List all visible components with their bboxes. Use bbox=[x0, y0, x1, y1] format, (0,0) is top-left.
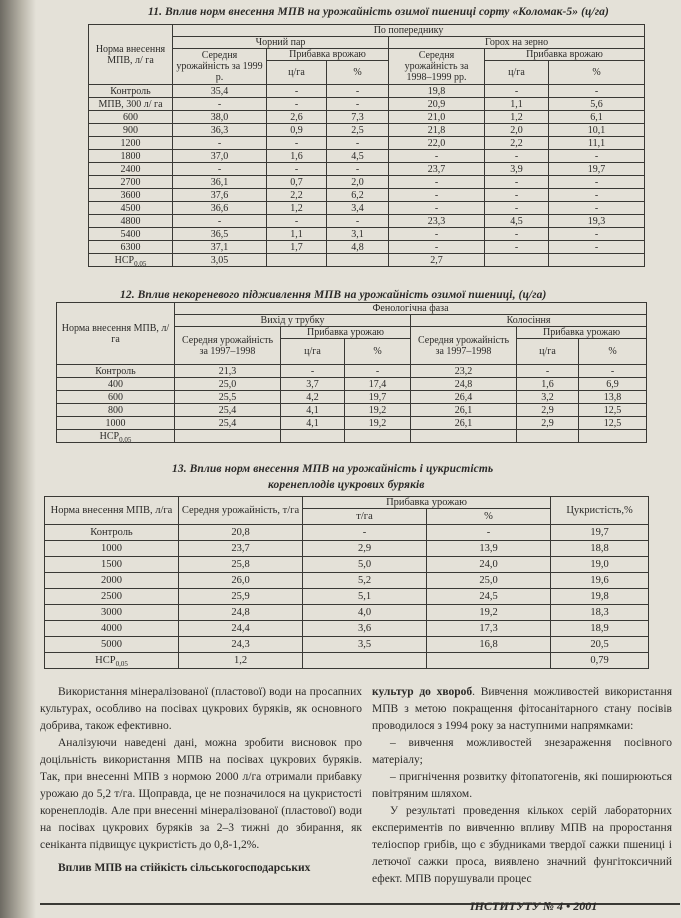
table-cell: 24,0 bbox=[427, 557, 551, 573]
table-cell: 1,6 bbox=[267, 150, 327, 163]
table-row bbox=[45, 525, 649, 541]
table-row bbox=[89, 176, 645, 189]
table-cell: - bbox=[327, 215, 389, 228]
table-cell: 2,6 bbox=[267, 111, 327, 124]
table-cell: 23,2 bbox=[411, 365, 517, 378]
header-avg-ear: Середня урожайність за 1997–1998 bbox=[411, 327, 517, 365]
table-cell: 4,0 bbox=[303, 605, 427, 621]
table-cell: 2000 bbox=[45, 573, 179, 589]
table-cell: 4,5 bbox=[327, 150, 389, 163]
table-cell: 12,5 bbox=[579, 404, 647, 417]
table-cell: 1,1 bbox=[267, 228, 327, 241]
table-cell: 26,1 bbox=[411, 417, 517, 430]
table-cell: - bbox=[549, 176, 645, 189]
table-cell: 5000 bbox=[45, 637, 179, 653]
table-cell: 19,2 bbox=[345, 404, 411, 417]
table-cell: - bbox=[485, 85, 549, 98]
table-cell: 3,1 bbox=[327, 228, 389, 241]
table-row bbox=[89, 150, 645, 163]
table-12-title: 12. Вплив некореневого підживлення МПВ на урожайність озимої пшениці, (ц/га) bbox=[120, 289, 547, 301]
header-increase: Прибавка урожаю bbox=[517, 327, 647, 339]
table-cell: 24,4 bbox=[179, 621, 303, 637]
table-cell: 37,6 bbox=[173, 189, 267, 202]
table-cell: 19,2 bbox=[345, 417, 411, 430]
table-cell: 4500 bbox=[89, 202, 173, 215]
list-item: – пригнічення розвитку фітопатогенів, які поширюються повітряним шляхом. bbox=[372, 771, 672, 800]
table-cell: 3,4 bbox=[327, 202, 389, 215]
table-cell: 23,7 bbox=[179, 541, 303, 557]
table-cell: 900 bbox=[89, 124, 173, 137]
table-cell: 25,4 bbox=[175, 404, 281, 417]
table-cell: 11,1 bbox=[549, 137, 645, 150]
hsr-value: 3,05 bbox=[173, 254, 267, 267]
table-cell: - bbox=[389, 241, 485, 254]
table-cell: 3000 bbox=[45, 605, 179, 621]
table-cell: - bbox=[549, 241, 645, 254]
table-cell: 6,9 bbox=[579, 378, 647, 391]
header-increase: Прибавка урожаю bbox=[281, 327, 411, 339]
table-row bbox=[45, 573, 649, 589]
table-row bbox=[45, 589, 649, 605]
table-cell: 18,8 bbox=[551, 541, 649, 557]
table-cell: 25,9 bbox=[179, 589, 303, 605]
table-11-title: 11. Вплив норм внесення МПВ на урожайність озимої пшениці сорту «Коломак-5» (ц/га) bbox=[148, 6, 609, 18]
table-cell: 1,7 bbox=[267, 241, 327, 254]
hsr-label: $НСР_{0,05}$ bbox=[45, 653, 179, 669]
table-row bbox=[45, 541, 649, 557]
table-cell: 37,0 bbox=[173, 150, 267, 163]
header-cha: ц/га bbox=[517, 339, 579, 365]
section-heading-continued: культур до хвороб bbox=[372, 686, 473, 698]
paragraph: . Вивчення можливостей використання МПВ з метою покращення фітосанітарного стану посівів проводилося з 1994 року за наступними напрямками: bbox=[372, 686, 672, 732]
table-cell: 2,0 bbox=[327, 176, 389, 189]
table-cell: - bbox=[303, 525, 427, 541]
header-cha: ц/га bbox=[267, 61, 327, 85]
table-cell: 26,0 bbox=[179, 573, 303, 589]
header-pct: % bbox=[579, 339, 647, 365]
table-cell: 4,1 bbox=[281, 417, 345, 430]
table-cell: - bbox=[485, 189, 549, 202]
header-increase-peas: Прибавка врожаю bbox=[485, 49, 645, 61]
header-norm: Норма внесення МПВ, л/га bbox=[45, 497, 179, 525]
header-tha: т/га bbox=[303, 509, 427, 525]
table-cell: 26,4 bbox=[411, 391, 517, 404]
table-cell: 25,8 bbox=[179, 557, 303, 573]
table-cell: 24,3 bbox=[179, 637, 303, 653]
table-cell: - bbox=[389, 228, 485, 241]
table-row bbox=[45, 557, 649, 573]
table-cell: 19,2 bbox=[427, 605, 551, 621]
table-cell: 4,2 bbox=[281, 391, 345, 404]
table-cell: - bbox=[549, 150, 645, 163]
table-cell: 5,0 bbox=[303, 557, 427, 573]
table-cell: 1,1 bbox=[485, 98, 549, 111]
table-cell: 24,5 bbox=[427, 589, 551, 605]
table-cell: МПВ, 300 л/ га bbox=[89, 98, 173, 111]
header-cha: ц/га bbox=[281, 339, 345, 365]
table-cell: 13,8 bbox=[579, 391, 647, 404]
table-row bbox=[57, 417, 647, 430]
table-cell: 36,6 bbox=[173, 202, 267, 215]
table-cell: - bbox=[517, 365, 579, 378]
table-row bbox=[89, 241, 645, 254]
table-cell: 6300 bbox=[89, 241, 173, 254]
table-cell: - bbox=[327, 98, 389, 111]
paragraph: Аналізуючи наведені дані, можна зробити висновок про доцільність використання МПВ на посівах цукрових буряків. Так, при внесенні МПВ з нормою 2000 л/га отримали прибавку урожаю до 5,2 т/га. Щоправда, це не позначилося на цукристості коренеплодів. Але при внесенні мінералізованої (пластової) води на посівах цукрових буряків за 2–3 тижні до збирання, як сеніканта підвищує цукристість до 0,8-1,2%. bbox=[40, 737, 362, 851]
table-13-title-line1: 13. Вплив норм внесення МПВ на урожайність і цукристість bbox=[172, 463, 494, 475]
left-text-column bbox=[40, 684, 362, 877]
table-cell: - bbox=[485, 228, 549, 241]
table-cell: 35,4 bbox=[173, 85, 267, 98]
header-peas: Горох на зерно bbox=[389, 37, 645, 49]
table-cell: 6,1 bbox=[549, 111, 645, 124]
table-cell: 4,5 bbox=[485, 215, 549, 228]
table-row bbox=[45, 605, 649, 621]
header-ear: Колосіння bbox=[411, 315, 647, 327]
header-tube: Вихід у трубку bbox=[175, 315, 411, 327]
header-pct: % bbox=[549, 61, 645, 85]
list-item: – вивчення можливостей знезараження посівного матеріалу; bbox=[372, 737, 672, 766]
section-heading: Вплив МПВ на стійкість сільськогосподарських bbox=[58, 862, 311, 874]
table-cell: 2,9 bbox=[517, 417, 579, 430]
table-cell: - bbox=[173, 98, 267, 111]
table-cell: 23,3 bbox=[389, 215, 485, 228]
table-cell: 600 bbox=[57, 391, 175, 404]
table-cell: 5,1 bbox=[303, 589, 427, 605]
table-cell: 36,5 bbox=[173, 228, 267, 241]
header-phase: Фенологічна фаза bbox=[175, 303, 647, 315]
table-row bbox=[89, 124, 645, 137]
table-cell: 3,2 bbox=[517, 391, 579, 404]
table-cell: 2700 bbox=[89, 176, 173, 189]
table-cell: - bbox=[549, 85, 645, 98]
table-cell: 2,2 bbox=[485, 137, 549, 150]
table-11 bbox=[88, 24, 645, 267]
table-cell: 1000 bbox=[45, 541, 179, 557]
table-cell: 1000 bbox=[57, 417, 175, 430]
right-text-column bbox=[372, 684, 672, 888]
table-cell: 25,5 bbox=[175, 391, 281, 404]
table-cell: 19,7 bbox=[345, 391, 411, 404]
table-row bbox=[89, 85, 645, 98]
table-cell: - bbox=[427, 525, 551, 541]
hsr-avg: 1,2 bbox=[179, 653, 303, 669]
table-row bbox=[45, 621, 649, 637]
table-cell: 24,8 bbox=[411, 378, 517, 391]
table-cell: 4,1 bbox=[281, 404, 345, 417]
table-row bbox=[45, 637, 649, 653]
table-cell: 600 bbox=[89, 111, 173, 124]
table-cell: Контроль bbox=[57, 365, 175, 378]
table-cell: 1,2 bbox=[267, 202, 327, 215]
header-cha: ц/га bbox=[485, 61, 549, 85]
table-cell: 800 bbox=[57, 404, 175, 417]
table-cell: - bbox=[173, 163, 267, 176]
table-cell: 18,9 bbox=[551, 621, 649, 637]
table-cell: 1500 bbox=[45, 557, 179, 573]
table-cell: - bbox=[267, 163, 327, 176]
table-cell: - bbox=[549, 202, 645, 215]
table-cell: 20,8 bbox=[179, 525, 303, 541]
table-cell: - bbox=[389, 189, 485, 202]
table-cell: 3,6 bbox=[303, 621, 427, 637]
table-cell: - bbox=[549, 189, 645, 202]
table-cell: - bbox=[579, 365, 647, 378]
table-cell: - bbox=[485, 202, 549, 215]
table-cell: 21,8 bbox=[389, 124, 485, 137]
table-cell: 19,3 bbox=[549, 215, 645, 228]
table-cell: - bbox=[267, 137, 327, 150]
table-cell: 21,0 bbox=[389, 111, 485, 124]
footer-issue: ІНСТИТУТУ № 4 • 2001 bbox=[470, 899, 598, 913]
table-cell: 1200 bbox=[89, 137, 173, 150]
table-cell: - bbox=[485, 150, 549, 163]
table-cell: 2500 bbox=[45, 589, 179, 605]
header-avg-tube: Середня урожайність за 1997–1998 bbox=[175, 327, 281, 365]
table-cell: 3,7 bbox=[281, 378, 345, 391]
table-cell: Контроль bbox=[45, 525, 179, 541]
table-cell: 21,3 bbox=[175, 365, 281, 378]
table-row bbox=[57, 391, 647, 404]
table-cell: 38,0 bbox=[173, 111, 267, 124]
table-cell: 22,0 bbox=[389, 137, 485, 150]
hsr-label: $НСР_{0,05}$ bbox=[89, 254, 173, 267]
table-cell: 4,8 bbox=[327, 241, 389, 254]
table-cell: 1800 bbox=[89, 150, 173, 163]
table-cell: - bbox=[327, 137, 389, 150]
table-row bbox=[89, 111, 645, 124]
paragraph: Використання мінералізованої (пластової) води на просапних культурах, особливо на посівах цукрових буряків, як основного добрива, також ефективно. bbox=[40, 686, 362, 732]
header-norm: Норма внесення МПВ, л/га bbox=[57, 303, 175, 365]
table-cell: 25,0 bbox=[175, 378, 281, 391]
table-cell: 2,9 bbox=[303, 541, 427, 557]
header-norm: Норма внесення МПВ, л/ га bbox=[89, 25, 173, 85]
header-pct: % bbox=[427, 509, 551, 525]
table-13 bbox=[44, 496, 649, 669]
table-cell: 20,5 bbox=[551, 637, 649, 653]
table-row bbox=[89, 189, 645, 202]
table-cell: 13,9 bbox=[427, 541, 551, 557]
table-cell: 3,5 bbox=[303, 637, 427, 653]
table-cell: 23,7 bbox=[389, 163, 485, 176]
table-cell: 7,3 bbox=[327, 111, 389, 124]
table-cell: 0,7 bbox=[267, 176, 327, 189]
table-row bbox=[89, 202, 645, 215]
header-sugar: Цукристість,% bbox=[551, 497, 649, 525]
table-row bbox=[57, 378, 647, 391]
header-pct: % bbox=[345, 339, 411, 365]
table-cell: Контроль bbox=[89, 85, 173, 98]
table-cell: - bbox=[389, 150, 485, 163]
table-cell: 25,4 bbox=[175, 417, 281, 430]
table-row bbox=[57, 365, 647, 378]
table-row bbox=[89, 215, 645, 228]
table-cell: 18,3 bbox=[551, 605, 649, 621]
table-row bbox=[89, 228, 645, 241]
table-cell: 10,1 bbox=[549, 124, 645, 137]
hsr-value: 2,7 bbox=[389, 254, 485, 267]
table-cell: 12,5 bbox=[579, 417, 647, 430]
table-13-title-line2: коренеплодів цукрових буряків bbox=[268, 479, 425, 491]
table-row bbox=[89, 137, 645, 150]
table-cell: 19,7 bbox=[549, 163, 645, 176]
table-cell: - bbox=[327, 85, 389, 98]
table-cell: 17,4 bbox=[345, 378, 411, 391]
table-cell: 16,8 bbox=[427, 637, 551, 653]
table-cell: 19,8 bbox=[389, 85, 485, 98]
table-cell: 6,2 bbox=[327, 189, 389, 202]
table-cell: - bbox=[549, 228, 645, 241]
table-cell: - bbox=[485, 241, 549, 254]
table-cell: 24,8 bbox=[179, 605, 303, 621]
paragraph: У результаті проведення кількох серій лабораторних експериментів по вивченню впливу МПВ на проростання теліоспор грибів, що є збудниками твердої сажки пшениці і летючої сажки проса, виявлено значний фунгітоксичний ефект. МПВ порушували процес bbox=[372, 805, 672, 885]
table-cell: 1,6 bbox=[517, 378, 579, 391]
table-cell: 26,1 bbox=[411, 404, 517, 417]
hsr-label: $НСР_{0,05}$ bbox=[57, 430, 175, 443]
table-cell: - bbox=[267, 215, 327, 228]
table-cell: - bbox=[267, 85, 327, 98]
header-avg-fallow: Середня урожайність за 1999 р. bbox=[173, 49, 267, 85]
table-cell: 3,9 bbox=[485, 163, 549, 176]
table-cell: 25,0 bbox=[427, 573, 551, 589]
table-cell: - bbox=[485, 176, 549, 189]
table-cell: 2,5 bbox=[327, 124, 389, 137]
header-fallow: Чорний пар bbox=[173, 37, 389, 49]
table-cell: - bbox=[281, 365, 345, 378]
table-cell: - bbox=[173, 137, 267, 150]
header-avg: Середня урожайність, т/га bbox=[179, 497, 303, 525]
table-cell: 36,1 bbox=[173, 176, 267, 189]
table-row bbox=[57, 404, 647, 417]
table-cell: 1,2 bbox=[485, 111, 549, 124]
header-increase: Прибавка урожаю bbox=[303, 497, 551, 509]
table-cell: 3600 bbox=[89, 189, 173, 202]
table-cell: 36,3 bbox=[173, 124, 267, 137]
table-cell: 37,1 bbox=[173, 241, 267, 254]
table-cell: 2400 bbox=[89, 163, 173, 176]
header-increase-fallow: Прибавка врожаю bbox=[267, 49, 389, 61]
table-cell: 5400 bbox=[89, 228, 173, 241]
table-cell: 4000 bbox=[45, 621, 179, 637]
table-cell: 2,9 bbox=[517, 404, 579, 417]
table-cell: 17,3 bbox=[427, 621, 551, 637]
table-row bbox=[89, 163, 645, 176]
hsr-sugar: 0,79 bbox=[551, 653, 649, 669]
table-cell: 400 bbox=[57, 378, 175, 391]
table-cell: - bbox=[389, 202, 485, 215]
table-cell: 19,8 bbox=[551, 589, 649, 605]
table-cell: 5,6 bbox=[549, 98, 645, 111]
table-cell: 2,0 bbox=[485, 124, 549, 137]
table-cell: 19,7 bbox=[551, 525, 649, 541]
table-12 bbox=[56, 302, 647, 443]
table-cell: - bbox=[267, 98, 327, 111]
table-cell: 19,6 bbox=[551, 573, 649, 589]
table-cell: 0,9 bbox=[267, 124, 327, 137]
header-predecessor: По попереднику bbox=[173, 25, 645, 37]
table-cell: 5,2 bbox=[303, 573, 427, 589]
table-row bbox=[89, 98, 645, 111]
table-cell: - bbox=[327, 163, 389, 176]
table-cell: 20,9 bbox=[389, 98, 485, 111]
table-cell: 2,2 bbox=[267, 189, 327, 202]
header-pct: % bbox=[327, 61, 389, 85]
book-spine-shadow bbox=[0, 0, 36, 918]
table-cell: 19,0 bbox=[551, 557, 649, 573]
table-cell: - bbox=[173, 215, 267, 228]
table-cell: 4800 bbox=[89, 215, 173, 228]
header-avg-peas: Середня урожайність за 1998–1999 рр. bbox=[389, 49, 485, 85]
table-cell: - bbox=[389, 176, 485, 189]
table-cell: - bbox=[345, 365, 411, 378]
